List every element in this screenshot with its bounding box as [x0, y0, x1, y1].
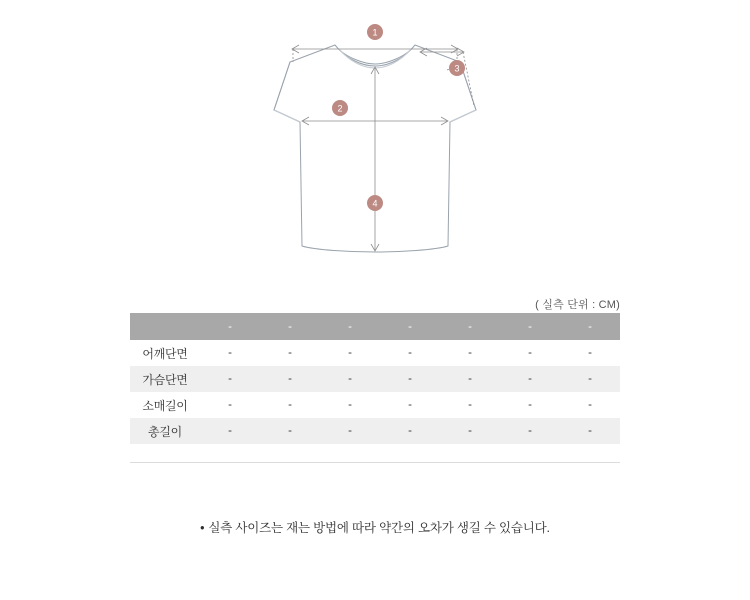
cell-sleeve-6: -	[588, 399, 592, 411]
measurement-unit-note: ( 실측 단위 : CM)	[535, 299, 620, 311]
footnote	[0, 518, 750, 536]
cell-total-4: -	[468, 425, 472, 437]
table-header-cell-4: -	[380, 313, 440, 340]
cell-chest-6: -	[588, 373, 592, 385]
cell-shoulder-4: -	[468, 347, 472, 359]
cell-shoulder-2: -	[348, 347, 352, 359]
tshirt-illustration	[235, 18, 515, 268]
marker-4-label: 4	[372, 198, 378, 209]
marker-3-label: 3	[454, 63, 460, 74]
row-label-total-length: 총길이	[148, 424, 182, 439]
marker-1	[367, 24, 383, 40]
cell-sleeve-5: -	[528, 399, 532, 411]
table-row	[130, 418, 620, 444]
size-table-header	[130, 313, 620, 340]
cell-chest-3: -	[408, 373, 412, 385]
size-table	[130, 313, 620, 444]
cell-sleeve-2: -	[348, 399, 352, 411]
table-header-cell-7: -	[560, 313, 620, 340]
cell-chest-4: -	[468, 373, 472, 385]
marker-1-label: 1	[372, 27, 378, 38]
table-row	[130, 366, 620, 392]
row-label-sleeve: 소매길이	[142, 398, 188, 413]
marker-2-label: 2	[337, 103, 343, 114]
table-row	[130, 392, 620, 418]
cell-total-0: -	[228, 425, 232, 437]
row-label-chest: 가슴단면	[142, 372, 188, 387]
footnote-text: 실측 사이즈는 재는 방법에 따라 약간의 오차가 생길 수 있습니다.	[208, 521, 550, 535]
table-header-cell-1: -	[200, 313, 260, 340]
cell-shoulder-6: -	[588, 347, 592, 359]
marker-3	[449, 60, 465, 76]
cell-chest-2: -	[348, 373, 352, 385]
table-header-row	[130, 313, 620, 340]
marker-2	[332, 100, 348, 116]
table-header-cell-5: -	[440, 313, 500, 340]
section-divider	[130, 462, 620, 463]
cell-total-2: -	[348, 425, 352, 437]
marker-4	[367, 195, 383, 211]
table-header-cell-0	[130, 313, 200, 340]
cell-total-1: -	[288, 425, 292, 437]
cell-total-6: -	[588, 425, 592, 437]
cell-sleeve-3: -	[408, 399, 412, 411]
cell-chest-5: -	[528, 373, 532, 385]
table-row	[130, 340, 620, 366]
cell-chest-0: -	[228, 373, 232, 385]
garment-diagram	[0, 18, 750, 278]
table-header-cell-3: -	[320, 313, 380, 340]
cell-total-5: -	[528, 425, 532, 437]
cell-sleeve-0: -	[228, 399, 232, 411]
cell-sleeve-4: -	[468, 399, 472, 411]
cell-shoulder-5: -	[528, 347, 532, 359]
table-header-cell-6: -	[500, 313, 560, 340]
cell-sleeve-1: -	[288, 399, 292, 411]
cell-chest-1: -	[288, 373, 292, 385]
cell-total-3: -	[408, 425, 412, 437]
table-header-cell-2: -	[260, 313, 320, 340]
footnote-bullet: •	[200, 521, 205, 535]
cell-shoulder-0: -	[228, 347, 232, 359]
row-label-shoulder: 어깨단면	[142, 346, 188, 361]
size-table-body	[130, 340, 620, 444]
cell-shoulder-3: -	[408, 347, 412, 359]
cell-shoulder-1: -	[288, 347, 292, 359]
